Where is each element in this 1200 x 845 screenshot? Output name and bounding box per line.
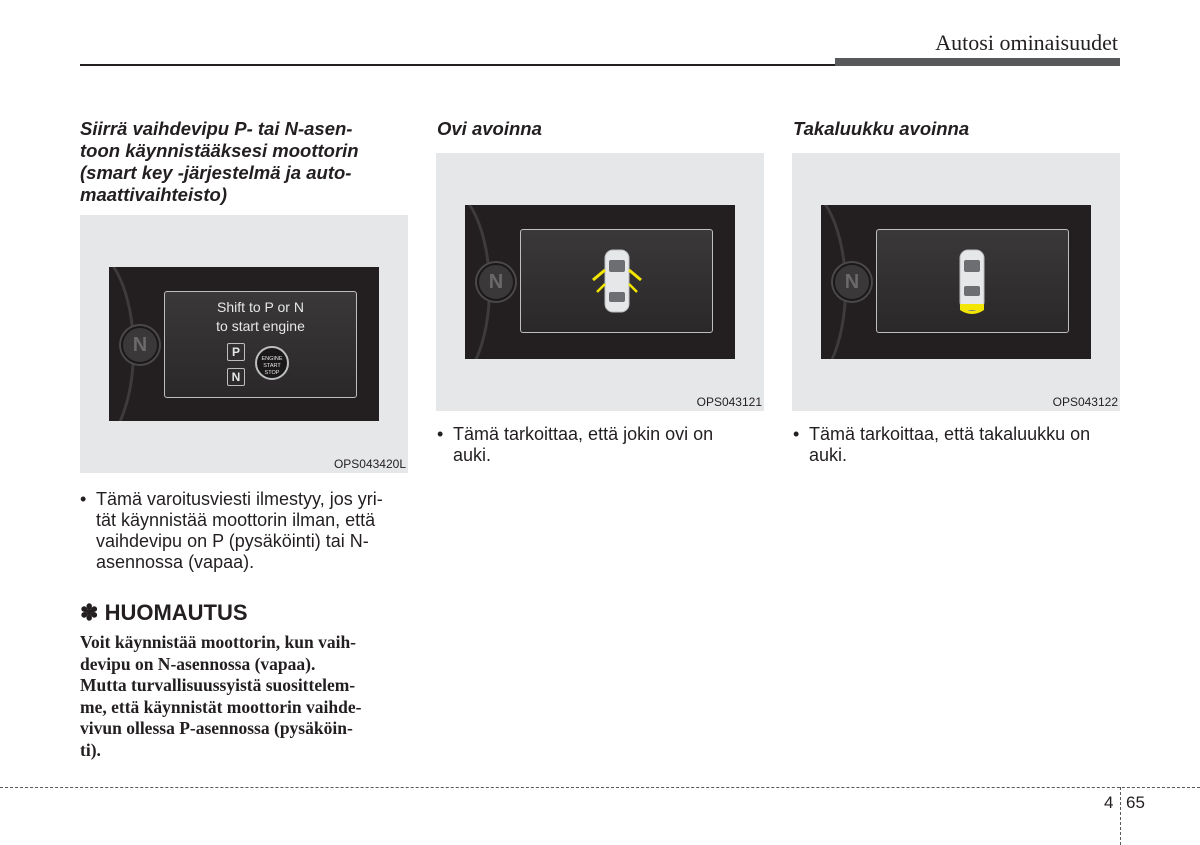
- lcd-display: [876, 229, 1069, 333]
- header-bar: [835, 58, 1120, 66]
- note-line: devipu on N-asennossa (vapaa).: [80, 653, 316, 674]
- note-line: me, että käynnistät moottorin vaihde-: [80, 696, 362, 717]
- footer-rule: [0, 787, 1200, 788]
- heading-line: (smart key -järjestelmä ja auto-: [80, 162, 352, 183]
- heading-line: toon käynnistääksesi moottorin: [80, 140, 359, 161]
- section-heading-shift: [80, 118, 410, 206]
- running-header: Autosi ominaisuudet: [935, 30, 1118, 55]
- bullet-line: Tämä tarkoittaa, että jokin ovi on: [453, 424, 714, 444]
- car-tailgate-open-icon: [955, 246, 989, 316]
- heading-line: maattivaihteisto): [80, 184, 228, 205]
- image-code: OPS043420L: [333, 457, 406, 471]
- note-line: Voit käynnistää moottorin, kun vaih-: [80, 632, 357, 652]
- note-symbol-icon: ✽: [80, 600, 99, 625]
- figure-door-open: [436, 153, 764, 411]
- footer-divider: [1120, 787, 1121, 845]
- lcd-display: [520, 229, 713, 333]
- n-badge-icon: N: [477, 263, 515, 301]
- car-doors-open-icon: [591, 246, 643, 316]
- lcd-display: [164, 291, 357, 398]
- bullet-line: auki.: [453, 445, 492, 465]
- header-rule: [80, 64, 835, 66]
- lcd-message-line: Shift to P or N: [217, 299, 304, 315]
- bullet-line: auki.: [809, 445, 848, 465]
- engine-start-stop-icon: [255, 346, 289, 380]
- bullet-line: Tämä varoitusviesti ilmestyy, jos yri-: [96, 489, 383, 509]
- image-code: OPS043122: [1052, 395, 1118, 409]
- note-body: [80, 632, 408, 761]
- bullet-symbol: •: [437, 424, 444, 444]
- figure-tailgate-open: [792, 153, 1120, 411]
- note-line: vivun ollessa P-asennossa (pysäköin-: [80, 718, 353, 738]
- bullet-tailgate-open: [793, 424, 1120, 466]
- lcd-message-line: to start engine: [216, 318, 305, 334]
- bullet-line: asennossa (vapaa).: [96, 552, 255, 572]
- note-title-text: HUOMAUTUS: [104, 600, 248, 625]
- figure-shift-to-p-or-n: [80, 215, 408, 473]
- n-badge-icon: N: [833, 263, 871, 301]
- bullet-door-open: [437, 424, 764, 466]
- note-title: [80, 600, 248, 626]
- note-line: ti).: [80, 739, 101, 760]
- section-heading-door-open: Ovi avoinna: [437, 118, 542, 139]
- note-line: Mutta turvallisuussyistä suosittelem-: [80, 675, 356, 695]
- lcd-message: [165, 298, 356, 336]
- bullet-shift-warning: [80, 489, 408, 573]
- chapter-number: 4: [1104, 793, 1114, 812]
- start-button-line: START: [263, 363, 281, 369]
- bullet-line: Tämä tarkoittaa, että takaluukku on: [809, 424, 1091, 444]
- cluster-screen: [821, 205, 1091, 359]
- bullet-line: vaihdevipu on P (pysäköinti) tai N-: [96, 531, 369, 551]
- n-badge-icon: N: [121, 326, 159, 364]
- page-number: 65: [1126, 793, 1145, 812]
- section-heading-tailgate-open: Takaluukku avoinna: [793, 118, 970, 139]
- start-button-line: ENGINE: [261, 356, 283, 362]
- heading-line: Siirrä vaihdevipu P- tai N-asen-: [80, 118, 353, 139]
- gear-n-icon: N: [227, 368, 245, 386]
- image-code: OPS043121: [696, 395, 762, 409]
- bullet-symbol: •: [793, 424, 800, 444]
- start-button-line: STOP: [264, 370, 280, 376]
- cluster-screen: [465, 205, 735, 359]
- gear-p-icon: P: [227, 343, 245, 361]
- cluster-screen: [109, 267, 379, 421]
- bullet-symbol: •: [80, 489, 87, 509]
- bullet-line: tät käynnistää moottorin ilman, että: [96, 510, 376, 530]
